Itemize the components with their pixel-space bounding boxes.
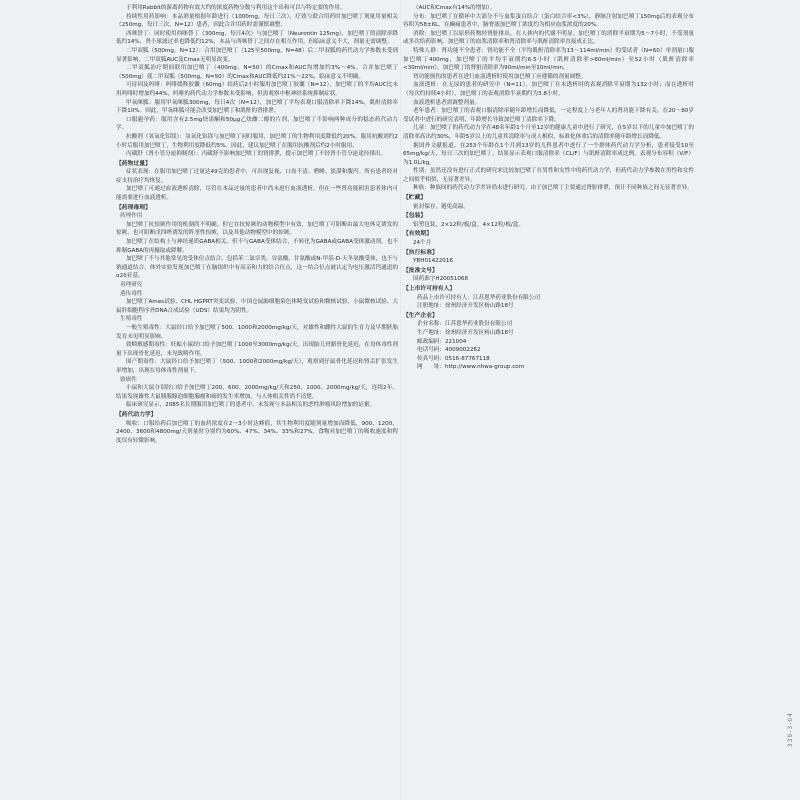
paragraph: 24个月 <box>413 240 432 247</box>
section-heading: 【包装】 <box>403 213 427 220</box>
section-heading: 【药物过量】 <box>116 160 151 167</box>
paragraph: 于利用Rabbit的游离药物有效大约的浓度药物分数与利用这个出和可以与特定要的作用。 <box>126 5 346 11</box>
paragraph: （AUC和Cmax有14%的增加）。 <box>413 5 496 11</box>
paragraph: 甲氧咪胍：服用甲氧咪胍300mg，每日4次（N=12），加巴喷丁平均表观口服清除率下降14%，肌酐清除率下降10%。因此，甲氧咪胍可能会改变加巴喷丁和肌酐的肾排泄。 <box>116 99 398 115</box>
paragraph: 邮政编码：221004 <box>417 338 467 345</box>
section-heading: 【有效期】 <box>403 231 432 238</box>
paragraph: 企业名称：江苏恩华药业股份有限公司 <box>417 321 513 328</box>
paragraph: 一般生殖毒性：大鼠经口给予加巴喷丁500、1000和2000mg/kg/天，对雄性和雌性大鼠的生育力及早期胚胎发育未见明显影响。 <box>116 324 398 340</box>
paragraph: 铝塑包装，2×12粒/板/盒，4×12粒/板/盒。 <box>413 221 524 228</box>
paragraph: 加巴喷丁在结构上与神经递质GABA相关，但不与GABA受体结合，不转化为GABA或GABA受体激动剂，也不抑制GABA的再摄取或降解。 <box>116 239 398 254</box>
section-heading: 【生产企业】 <box>403 312 438 319</box>
paragraph: 传真号码：0516-87767118 <box>417 355 490 362</box>
paragraph: 加巴喷丁不与其他常见的受体位点结合，包括苯二氮卓类、谷氨酸、甘氨酸或N-甲基-D-天冬氨酸受体，也不与钠通道结合。体外实验发现加巴喷丁在脑组织中有高亲和力的结合位点，这一结合位点被认定为电压激活钙通道的α2δ亚基。 <box>116 256 398 280</box>
section-heading: 【上市许可持有人】 <box>403 286 456 292</box>
section-heading: 【药理毒理】 <box>116 204 151 211</box>
paragraph: 口服避孕药：服用含有2.5mg炔诺酮和50μg乙炔雌二醇的片剂，加巴喷丁不影响两种成分的稳态药代动力学。 <box>116 116 398 132</box>
paragraph: 小鼠和大鼠分别经口给予加巴喷丁200、600、2000mg/kg/天和250、1000、2000mg/kg/天，连续2年。结果发现雄性大鼠胰腺腺泡细胞腺瘤和癌的发生率增加，与人体相关性尚不清楚。 <box>116 385 398 400</box>
paragraph: 老年患者：加巴喷丁的表观口服清除率随年龄增长而降低，一定程度上与老年人的肾功能下降有关。在20～80岁受试者中进行的研究表明，年龄增长导致加巴喷丁清除率下降。 <box>403 108 694 123</box>
paragraph: 症状表现：在服用加巴喷丁过量达49克的患者中，可出现复视、口齿不清、嗜睡、淡漠和腹泻。所有患者经对症支持治疗均恢复。 <box>116 169 398 184</box>
paragraph: 二甲双胍治疗期间联用加巴喷丁（400mg，N=50）的Cmax和AUC均增加约3%～4%，合并加巴喷丁（500mg）使二甲双胍（500mg，N=50）的Cmax和AUC降低约21%～22%，临床意义不明确。 <box>116 65 398 80</box>
paragraph: 围产期毒性：大鼠经口给予加巴喷丁（500、1000和2000mg/kg/天），观察到仔鼠骨化延迟和肾盂扩张发生率增加，出现在母体毒性剂量下。 <box>116 359 398 374</box>
paragraph: 肾功能损伤的患者在进行血液透析时使用加巴喷丁应遵循的剂量调整。 <box>413 73 587 80</box>
section-heading: 【药代动力学】 <box>116 411 157 418</box>
paragraph: 西咪替丁：同时使用西咪替丁（300mg，每日4次）与加巴喷丁（Neurontin 125mg），加巴喷丁的清除率降低约14%，肾小球滤过率也降低约12%，本品与西咪替丁之间存在相互作用，但临床意义不大，剂量无需调整。 <box>116 30 398 46</box>
paragraph: 分布：加巴喷丁在循环中大部分不与血浆蛋白结合（蛋白结合率<3%），静脉注射加巴喷丁150mg后的表观分布容积为58±6L。在癫痫患者中，脑脊液加巴喷丁浓度约为相应血浆浓度的20%。 <box>403 13 694 29</box>
paragraph: 电话号码：4009002262 <box>417 347 481 354</box>
right-text-column <box>403 4 694 792</box>
paragraph: 吸收：口服给药后加巴喷丁的血药浓度在2～3小时达峰值，其生物利用度随剂量增加而降低，900、1200、2400、3600和4800mg/天剂量时分别约为60%、47%、34%、33%和27%。食物对加巴喷丁的吸收速度和程度仅有轻微影响。 <box>116 420 398 444</box>
paragraph: 临床研究显示，2085名长期服用加巴喷丁的患者中，未发现与本品相关的恶性肿瘤风险增加的证据。 <box>126 402 376 409</box>
section-heading: 【批准文号】 <box>403 267 438 274</box>
paragraph: 致畸敏感期毒性：妊娠小鼠经口给予加巴喷丁1000至3000mg/kg/天，出现胎儿骨骼骨化延迟，在母体毒性剂量下出现骨化延迟，未见致畸作用。 <box>116 342 398 357</box>
paragraph: YBH01422016 <box>413 258 453 265</box>
paragraph: 血液透析：在无尿的患者的研究中（N=11），加巴喷丁在未透析时的表观消除半衰期为132小时；而在透析时（每次约持续4小时），加巴喷丁的表观消除半衰期约为3.8小时。 <box>403 82 694 97</box>
side-print-code: 339-3-04 <box>787 712 794 748</box>
paragraph: 加巴喷丁Ames试验、CHL HGPRT突变试验、中国仓鼠肺细胞染色体畸变试验和微核试验、小鼠微核试验、大鼠肝细胞程序外DNA合成试验（UDS）结果均为阴性。 <box>116 299 398 314</box>
paragraph: 据国外文献报道，在253个年龄在1个月到13岁的儿科患者中进行了一个群体药代动力学分析，患者接受10至65mg/kg/天，每日三次的加巴喷丁。结果显示表观口服清除率（CL/F）与肌酐清除率成比例，表观分布容积（V/F）为1.0L/kg。 <box>403 142 694 166</box>
paragraph: 可待因及吗啡：吗啡缓释胶囊（60mg）给药后2小时服用加巴喷丁胶囊（N=12），加巴喷丁的平均AUC比未用吗啡时增加约44%，吗啡的药代动力学参数未受影响，但需观察中枢神经系统抑制症状。 <box>116 82 398 97</box>
paragraph: 网 址：http://www.nhwa-group.com <box>417 364 525 371</box>
paragraph: 注册地址：徐州经济开发区杨山路18号 <box>417 303 514 310</box>
subsection-heading: 生殖毒性 <box>120 316 143 323</box>
paragraph: 丙磺舒（肾小管分泌抑制剂）：丙磺舒不影响加巴喷丁的肾排泄，提示加巴喷丁不经肾小管分泌途径排出。 <box>126 151 387 158</box>
paragraph: 性别：虽然还没有进行正式的研究来比较加巴喷丁在男性和女性中的药代动力学，但药代动力学参数在男性和女性之间似乎相似，无显著差异。 <box>403 168 694 183</box>
paragraph: 种族：种族间的药代动力学差异尚未进行研究。由于加巴喷丁主要通过肾脏排泄，预计不同种族之间无显著差异。 <box>413 185 693 192</box>
paragraph: 持续性用药影响：本品剂量根据年龄进行（1000mg，每日三次），疗效与联合用药时加巴喷丁剂量用量相关（250mg，每日三次，N=12）患者，因此合并用药时需谨慎调整。 <box>116 13 398 29</box>
paragraph: 加巴喷丁可通过血液透析清除，尽管在本品过量的患者中尚未进行血液透析，但在一些肾功能损害患者体内可能需要进行血液透析。 <box>116 186 398 202</box>
paragraph: 血液透析患者需调整剂量。 <box>413 99 481 106</box>
paragraph: 抗酸剂（氢氧化铝镁）：氢氧化铝镁与加巴喷丁同时服用，加巴喷丁的生物利用度降低约20%。服用抗酸剂约2小时后服用加巴喷丁，生物利用度降低约5%。因此，建议加巴喷丁在服用抗酸剂后约2小时服用。 <box>116 133 398 149</box>
subsection-heading: 药理作用 <box>120 213 143 220</box>
paragraph: 加巴喷丁抗惊厥作用的机制尚不明确。但它在抗惊厥的动物模型中有效，加巴喷丁可阻断由最大电休克诱发的惊厥，也可阻断戊四唑诱发的阵挛性惊厥，以及其他动物模型中的惊厥。 <box>116 221 398 237</box>
page-fold <box>400 0 401 800</box>
paragraph: 消除：加巴喷丁以原形药物经肾脏排出，在人体内的代谢不明显。加巴喷丁的消除半衰期为5～7小时，不受剂量或多次给药影响。加巴喷丁的血浆清除率和肾清除率与肌酐清除率直接成正比。 <box>403 30 694 46</box>
paragraph: 二甲双胍（500mg，N=12）：合用加巴喷丁（125至500mg，N=48）后二甲双胍的药代动力学参数未受到显著影响，二甲双胍AUC及Cmax无明显改变。 <box>116 47 398 63</box>
paragraph: 药品上市许可持有人：江苏恩华药业股份有限公司 <box>417 294 541 301</box>
left-text-column <box>116 4 398 792</box>
subsection-heading: 致癌性 <box>120 376 137 383</box>
paragraph: 密封保存，避免高温。 <box>413 203 469 210</box>
subsection-heading: 毒理研究 <box>120 282 143 288</box>
paragraph: 特殊人群：肾功能不全患者：肾功能不全（平均肌酐清除率为13～114ml/min）的受试者（N=60）单剂量口服加巴喷丁400mg，加巴喷丁的平均半衰期约6.5小时（肌酐清除率>60ml/min）至52小时（肌酐清除率<30ml/min），加巴喷丁的肾脏清除率为90ml/min至10ml/min。 <box>403 47 694 72</box>
paragraph: 国药准字H20051068 <box>413 276 469 283</box>
paragraph: 生产地址：徐州经济开发区杨山路18号 <box>417 329 514 336</box>
section-heading: 【执行标准】 <box>403 249 438 256</box>
paragraph: 儿童：加巴喷丁的药代动力学在48名年龄1个月至12岁的健康儿童中进行了研究，在5岁以下的儿童中加巴喷丁的清除率高出约30%，年龄5岁以上的儿童其清除率与成人相似，标准化体重后的清除率随年龄增长而降低。 <box>403 125 694 140</box>
subsection-heading: 遗传毒性 <box>120 290 143 297</box>
section-heading: 【贮藏】 <box>403 195 427 202</box>
